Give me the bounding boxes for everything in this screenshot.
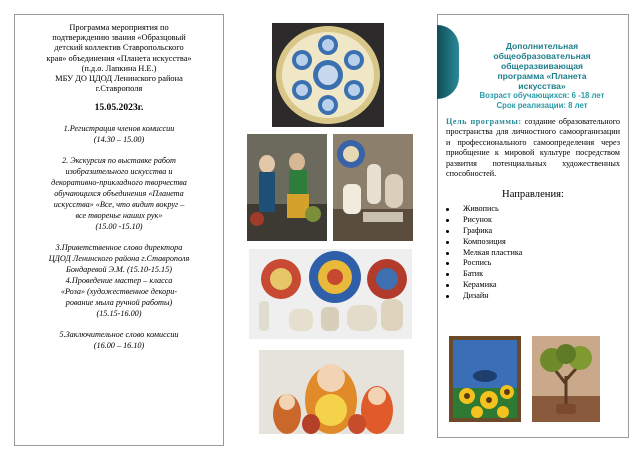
header-line: МБУ ДО ЦДОД Ленинского района — [55, 74, 183, 84]
bullet-icon — [446, 208, 449, 211]
agenda-line: ЦДОД Ленинского района г.Ставрополя — [48, 254, 190, 264]
directions-title: Направления: — [502, 189, 564, 201]
header-line: края» объединения «Планета искусства» — [46, 53, 192, 63]
decorative-plate-photo — [272, 23, 384, 127]
bullet-icon — [446, 219, 449, 222]
direction-label: Графика — [463, 226, 493, 236]
header-line: (п.д.о. Лапкина Н.Е.) — [81, 63, 157, 73]
title-line: общеобразовательная — [493, 51, 591, 61]
header-line: г.Ставрополя — [95, 84, 143, 94]
direction-label: Рисунок — [463, 215, 493, 225]
agenda-time: (16.00 – 16.10) — [93, 341, 145, 351]
program-title — [462, 41, 622, 111]
direction-label: Батик — [463, 269, 484, 279]
title-line: искусства» — [518, 81, 566, 91]
agenda-line: 5.Заключительное слово комиссии — [59, 330, 179, 340]
matryoshka-photo — [259, 350, 404, 434]
bullet-icon — [446, 284, 449, 287]
agenda-time: (15.15-16.00) — [96, 309, 142, 319]
agenda-item — [21, 155, 217, 232]
agenda-line: изобразительного искусства и — [65, 167, 173, 177]
duration: Срок реализации: 8 лет — [496, 101, 588, 110]
header-line: детский коллектив Ставропольского — [54, 43, 184, 53]
bead-tree-photo — [532, 336, 600, 422]
title-line: программа «Планета — [497, 71, 587, 81]
agenda-item — [21, 123, 217, 145]
bullet-icon — [446, 273, 449, 276]
agenda-line: все творенье наших рук» — [75, 211, 163, 221]
list-item — [446, 226, 628, 237]
agenda-line: «Роза» (художественное декори- — [60, 287, 178, 297]
age-range: Возраст обучающихся: 6 -18 лет — [479, 91, 605, 100]
agenda-line: рование мыла ручной работы) — [65, 298, 173, 308]
bullet-icon — [446, 295, 449, 298]
bullet-icon — [446, 241, 449, 244]
direction-label: Композиция — [463, 236, 506, 246]
bullet-icon — [446, 230, 449, 233]
list-item — [446, 215, 628, 226]
list-item — [446, 248, 628, 259]
agenda-time: (15.00 -15.10) — [95, 222, 143, 232]
bullet-icon — [446, 252, 449, 255]
list-item — [446, 204, 628, 215]
title-line: общеразвивающая — [501, 61, 583, 71]
program-panel — [14, 14, 224, 446]
list-item — [446, 237, 628, 248]
sunflower-painting-photo — [449, 336, 521, 422]
program-header — [21, 23, 217, 94]
list-item — [446, 269, 628, 280]
goal-text: создание образовательного пространства для личностного самоорганизации и профессионального самоопределения через приобщение к мировой культуре посредством развития потенциальных художественных способностей. — [446, 117, 620, 179]
agenda-line: обучающихся объединения «Планета — [54, 189, 184, 199]
ceramics-photo — [333, 134, 413, 241]
direction-label: Роспись — [463, 258, 492, 268]
agenda-line: искусства» «Все, что видит вокруг – — [53, 200, 185, 210]
agenda-line: Бондаревой Э.М. (15.10-15.15) — [66, 265, 172, 275]
event-date: 15.05.2023г. — [94, 102, 144, 114]
title-line: Дополнительная — [505, 41, 579, 51]
direction-label: Керамика — [463, 280, 497, 290]
agenda-line: 1.Регистрация членов комиссии — [63, 124, 175, 134]
header-line: Программа мероприятия по — [69, 23, 169, 32]
decorative-swoosh — [437, 25, 459, 99]
list-item — [446, 291, 628, 302]
agenda-line: 3.Приветственное слово директора — [55, 243, 183, 253]
agenda-item — [21, 242, 217, 319]
directions-list — [446, 204, 628, 301]
direction-label: Дизайн — [463, 290, 489, 300]
direction-label: Мелкая пластика — [463, 247, 523, 257]
agenda-line: 2. Экскурсия по выставке работ — [62, 156, 176, 166]
list-item — [446, 280, 628, 291]
agenda-item — [21, 329, 217, 351]
program-title-block — [438, 15, 628, 110]
agenda-line: 4.Проведение мастер – класса — [65, 276, 173, 286]
agenda-time: (14.30 – 15.00) — [93, 135, 145, 145]
bullet-icon — [446, 262, 449, 265]
goal-label: Цель программы: — [446, 117, 522, 126]
list-item — [446, 258, 628, 269]
program-goal — [446, 117, 620, 179]
painted-dishes-photo — [249, 249, 412, 339]
header-line: подтверждению звания «Образцовый — [52, 33, 186, 43]
agenda-line: декоративно-прикладного творчества — [51, 178, 187, 188]
direction-label: Живопись — [463, 204, 499, 214]
dolls-photo — [247, 134, 327, 241]
